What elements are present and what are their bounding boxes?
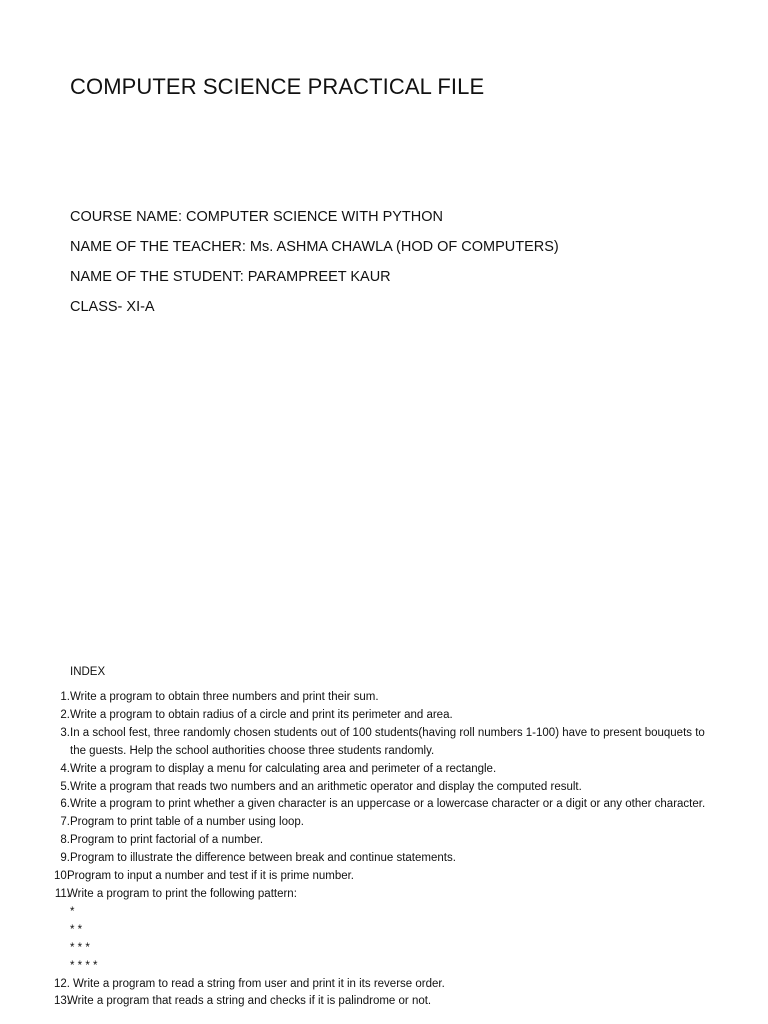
item-text: In a school fest, three randomly chosen students out of 100 students(having roll numbers 1-100) have to present bouquets to the guests. Help the school authorities choose three students randomly. (70, 726, 705, 757)
pattern-line: * * * (70, 941, 90, 954)
item-number: 10. (54, 870, 70, 883)
pattern-line: * * * * (70, 959, 98, 972)
item-text: Write a program to print the following pattern: (67, 887, 297, 900)
list-item (30, 868, 720, 886)
item-text: Program to print factorial of a number. (70, 834, 264, 847)
item-number: 8. (60, 834, 70, 847)
item-text: Write a program to print whether a given character is an uppercase or a lowercase character or a digit or any other character. (70, 798, 706, 811)
item-number: 11. (54, 887, 70, 900)
pattern-line: * * (70, 923, 83, 936)
list-item (30, 850, 720, 868)
index-list (30, 689, 720, 1011)
item-number: 5. (60, 780, 70, 793)
list-item (30, 689, 720, 707)
item-text: Program to illustrate the difference between break and continue statements. (70, 852, 456, 865)
item-text: Program to print table of a number using loop. (70, 816, 304, 829)
item-number: 1. (60, 691, 70, 703)
list-item (30, 886, 720, 904)
item-text: Program to input a number and test if it is prime number. (67, 870, 354, 883)
list-item (30, 993, 720, 1011)
list-item (30, 814, 720, 832)
item-number: 4. (60, 762, 70, 775)
item-text: Write a program to obtain radius of a circle and print its perimeter and area. (70, 708, 453, 721)
item-text: Write a program that reads a string and checks if it is palindrome or not. (67, 995, 432, 1008)
item-number: 9. (60, 852, 70, 865)
teacher-name: NAME OF THE TEACHER: Ms. ASHMA CHAWLA (HOD OF COMPUTERS) (70, 239, 559, 255)
item-number: 6. (60, 798, 70, 811)
list-item (30, 761, 720, 779)
list-item (30, 796, 720, 814)
item-text: Write a program to obtain three numbers and print their sum. (70, 691, 379, 703)
item-number: 2. (60, 708, 70, 721)
list-item (30, 707, 720, 725)
list-item (30, 779, 720, 797)
list-item (30, 725, 720, 761)
page-title: COMPUTER SCIENCE PRACTICAL FILE (70, 74, 485, 99)
course-details (70, 202, 559, 322)
pattern-line: * (70, 905, 75, 918)
item-text: Write a program to display a menu for calculating area and perimeter of a rectangle. (70, 762, 497, 775)
item-number: 7. (60, 816, 70, 829)
class-name: CLASS- XI-A (70, 299, 155, 315)
item-number: 12. (54, 977, 70, 990)
index-heading: INDEX (70, 666, 106, 678)
course-name: COURSE NAME: COMPUTER SCIENCE WITH PYTHON (70, 209, 443, 225)
item-number: 13. (54, 995, 70, 1008)
list-item (30, 832, 720, 850)
list-item (30, 976, 720, 994)
item-text: Write a program that reads two numbers and an arithmetic operator and display the computed result. (70, 780, 582, 793)
item-number: 3. (60, 726, 70, 739)
item-text: Write a program to read a string from user and print it in its reverse order. (73, 977, 445, 990)
student-name: NAME OF THE STUDENT: PARAMPREET KAUR (70, 269, 391, 285)
